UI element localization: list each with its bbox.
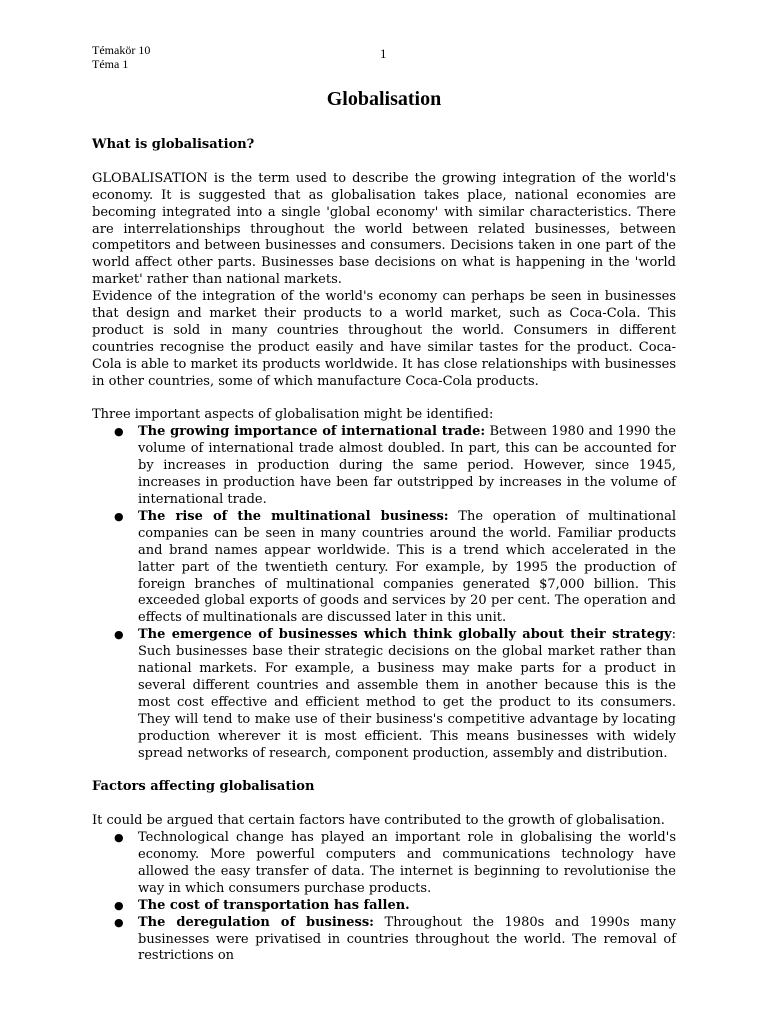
- page-header: [92, 43, 150, 71]
- bullet-icon: ●: [114, 831, 124, 845]
- topic-label: Témakör 10: [92, 43, 151, 57]
- bullet-icon: ●: [114, 915, 124, 929]
- list-item: ● The rise of the multinational business: The operation of multinational companies can be seen in many countries around the world. Familiar products and brand names appear worldwide. This is a trend which accelerated in the latter part of the twentieth century. For example, by 1995 the production of foreign branches of multinational companies generated $7,000 billion. This exceeded global exports of goods and services by 20 per cent. The operation and effects of multinationals are discussed later in this unit.: [114, 508, 676, 626]
- bullet-icon: ●: [114, 425, 124, 439]
- aspects-list: [92, 424, 676, 762]
- page-number: 1: [380, 46, 387, 61]
- section-heading-factors: Factors affecting globalisation: [92, 779, 315, 795]
- list-intro: Three important aspects of globalisation might be identified:: [92, 407, 494, 423]
- list-item: ● The cost of transportation has fallen.: [114, 897, 410, 913]
- factors-list: [92, 830, 676, 965]
- bullet-icon: ●: [114, 628, 124, 642]
- list-item: ● The emergence of businesses which think globally about their strategy: Such businesses base their strategic decisions on the global market rather than national markets. For example, a business may make parts for a product in several different countries and assemble them in another because this is the most cost effective and efficient method to get the product to its consumers. They will tend to make use of their business's competitive advantage by locating production wherever it is most efficient. This means businesses with widely spread networks of research, component production, assembly and distribution.: [114, 627, 676, 761]
- theme-label: Téma 1: [92, 57, 129, 71]
- list-intro: It could be argued that certain factors have contributed to the growth of globalisation.: [92, 813, 665, 829]
- bullet-icon: ●: [114, 898, 124, 912]
- document-body: [92, 137, 676, 965]
- list-item: ● The deregulation of business: Throughout the 1980s and 1990s many businesses were privatised in countries throughout the world. The removal of restrictions on: [114, 914, 676, 964]
- list-item: ● The growing importance of international trade: Between 1980 and 1990 the volume of international trade almost doubled. In part, this can be accounted for by increases in production during the same period. However, since 1945, increases in production have been far outstripped by increases in the volume of international trade.: [114, 424, 676, 507]
- list-item: ● Technological change has played an important role in globalising the world's economy. More powerful computers and communications technology have allowed the easy transfer of data. The internet is beginning to revolutionise the way in which consumers purchase products.: [114, 830, 676, 896]
- paragraph: GLOBALISATION is the term used to describe the growing integration of the world's economy. It is suggested that as globalisation takes place, national economies are becoming integrated into a single 'global economy' with similar characteristics. There are interrelationships throughout the world between related businesses, between competitors and between businesses and consumers. Decisions taken in one part of the world affect other parts. Businesses base decisions on what is happening in the 'world market' rather than national markets.: [92, 170, 676, 288]
- paragraph: Evidence of the integration of the world's economy can perhaps be seen in businesses that design and market their products to a world market, such as Coca-Cola. This product is sold in many countries throughout the world. Consumers in different countries recognise the product easily and have similar tastes for the product. Coca-Cola is able to market its products worldwide. It has close relationships with businesses in other countries, some of which manufacture Coca-Cola products.: [92, 289, 676, 389]
- page-title: Globalisation: [326, 88, 442, 110]
- bullet-icon: ●: [114, 509, 124, 523]
- section-heading-what-is: What is globalisation?: [92, 137, 255, 152]
